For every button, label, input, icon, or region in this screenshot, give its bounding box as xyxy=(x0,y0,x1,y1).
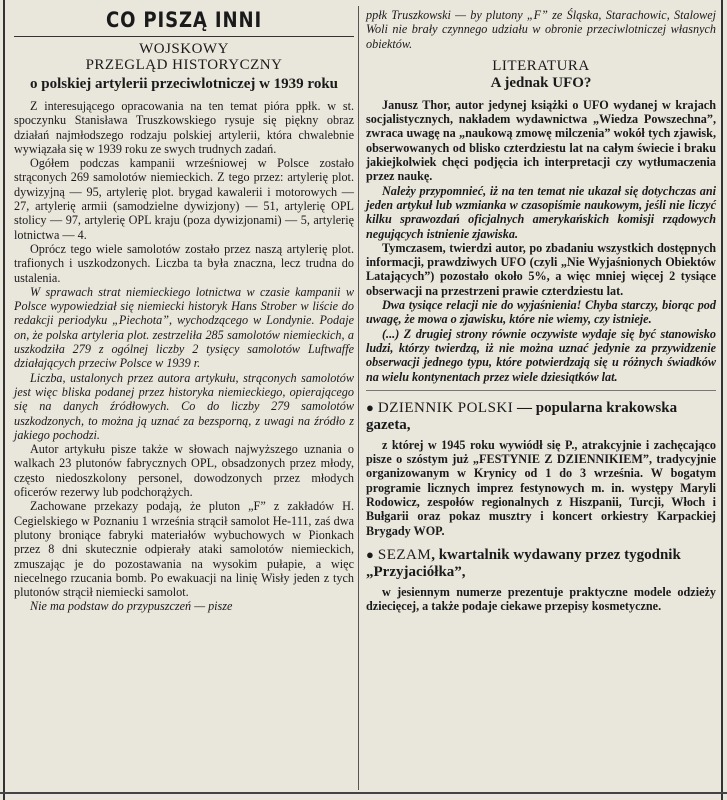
right-column xyxy=(366,0,716,800)
sezam-text: w jesiennym numerze prezentuje praktyczne modele odzieży dziecięcej, a także podaje ciekawe przepisy kosmetyczne. xyxy=(366,584,716,614)
sezam-heading xyxy=(366,546,716,581)
column-divider xyxy=(358,6,359,790)
continued-paragraph: ppłk Truszkowski — by plutony „F” ze Śląska, Starachowic, Stalowej Woli nie brały czynnego udziału w obronie przeciwlotniczej własnych obiektów. xyxy=(366,8,716,51)
paragraph-8: Nie ma podstaw do przypuszczeń — pisze xyxy=(30,599,233,614)
ufo-paragraph-2: Dwa tysiące relacji nie do wyjaśnienia! Chyba starczy, biorąc pod uwagę, że mowa o zjawisku, które nie wiemy, czy istnieje. xyxy=(366,298,716,327)
left-column xyxy=(14,0,354,800)
dziennik-name: DZIENNIK POLSKI xyxy=(377,399,514,416)
paragraph-2: Ogółem podczas kampanii wrześniowej w Polsce zostało strąconych 269 samolotów niemieckich. Z tego przez: artylerię plot. dywizyjną — 95, artylerię plot. brygad kawalerii i motorowych — 27, artylerię armii (samodzielne dywizjony) — 51, artylerię OPL stolicy — 97, artylerię OPL kraju (poza dywizjonami) — 5, artylerię lotnictwa — 4. xyxy=(14,156,354,242)
article-title: o polskiej artylerii przeciwlotniczej w 1939 roku xyxy=(30,76,338,92)
bullet-icon: ● xyxy=(366,399,374,415)
article-kicker-2: PRZEGLĄD HISTORYCZNY xyxy=(85,57,283,73)
ufo-paragraph-1b: Należy przypomnieć, iż na ten temat nie ukazał się dotychczas ani jeden artykuł lub wzmianka w czasopiśmie naukowym, jeśli nie liczyć kilku sprawozdań oficjalnych amerykańskich komisji rządowych negujących istnienie zjawiska. xyxy=(366,183,716,241)
paragraph-7: Zachowane przekazy podają, że pluton „F” z zakładów H. Cegielskiego w Poznaniu 1 września strącił samolot He-111, zaś dwa plutony broniące fabryki materiałów wybuchowych w Pionkach przez 8 dni skutecznie odpierały ataki samolotów niemieckich, zmuszając je do pozostawania na wysokim pułapie, a więc niecelnego rzucania bomb. Po ewakuacji na linię Wisły jeden z tych plutonów strącił niemiecki samolot. xyxy=(14,499,354,600)
literature-title: A jednak UFO? xyxy=(490,74,592,91)
heading-rule xyxy=(14,36,354,37)
paragraph-1: Z interesującego opracowania na ten temat pióra ppłk. w st. spoczynku Stanisława Truszkowskiego rysuje się piękny obraz działań najmłodszego rodzaju polskiej artylerii, która chwalebnie wywiązała się w 1939 roku ze swych trudnych zadań. xyxy=(14,99,354,156)
section-heading: CO PISZĄ INNI xyxy=(105,8,263,32)
bullet-icon: ● xyxy=(366,546,374,562)
dziennik-heading xyxy=(366,399,716,434)
paragraph-6: Autor artykułu pisze także w słowach najwyższego uznania o walkach 23 plutonów fabrycznych OPL, obsadzonych przez młody, często niedoszkolony personel, dowodzonych przez młodych oficerów rezerwy lub podchorążych. xyxy=(14,442,354,500)
left-border xyxy=(3,0,5,800)
dziennik-text: z której w 1945 roku wywiódł się P., atrakcyjnie i zachęcająco pisze o szóstym już „FESTYNIE Z DZIENNIKIEM”, tradycyjnie organizowanym w Krynicy od 1 do 3 września. W bogatym programie licznych imprez festynowych m. in. występy Maryli Rodowicz, zespołów regionalnych z Hiszpanii, Turcji, Włoch i Bułgarii oraz pokaz musztry i koncert orkiestry Karpackiej Brygady WOP. xyxy=(366,437,716,538)
literature-kicker: LITERATURA xyxy=(492,57,590,74)
sezam-desc: , kwartalnik wydawany przez tygodnik „Przyjaciółka”, xyxy=(366,546,681,580)
paragraph-5: Liczba, ustalonych przez autora artykułu, strąconych samolotów jest więc bliska podanej przez historyka niemieckiego, opierającego się na danych źródłowych. Co do liczby 279 samolotów uszkodzonych, to można ją uznać za bezsporną, z uwagi na źródło z jakiego pochodzi. xyxy=(14,370,354,442)
sezam-name: SEZAM xyxy=(377,546,432,563)
article-kicker-1: WOJSKOWY xyxy=(139,41,229,57)
ufo-paragraph-3: (...) Z drugiej strony równie oczywiste wydaje się być stanowisko ludzi, którzy twierdzą, iż nie można uznać jedynie za przywidzenie obserwacji jednego typu, które potwierdzają się u różnych świadków na wielu kontynentach przez wiele dziesiątków lat. xyxy=(366,326,716,384)
ufo-paragraph-1: Janusz Thor, autor jedynej książki o UFO wydanej w krajach socjalistycznych, nakładem wydawnictwa „Wiedza Powszechna”, zwraca uwagę na „naukową zmowę milczenia” wokół tych zjawisk, obserwowanych od blisko czterdziestu lat na całym świecie i braku jakiejkolwiek chęci podjęcia ich interpretacji czy wytłumaczenia przez naukę. xyxy=(366,97,716,184)
right-border xyxy=(721,0,723,800)
paragraph-3: Oprócz tego wiele samolotów zostało przez naszą artylerię plot. trafionych i uszkodzonych. Liczba ta była znaczna, lecz trudna do ustalenia. xyxy=(14,241,354,285)
divider xyxy=(366,390,716,391)
ufo-paragraph-1c: Tymczasem, twierdzi autor, po zbadaniu wszystkich dostępnych informacji, prawdziwych UFO (czyli „Nie Wyjaśnionych Obiektów Latających”) pozostało około 5%, a więc mniej więcej 2 tysiące obserwacji na przestrzeni prawie czterdziestu lat. xyxy=(366,240,716,298)
dziennik-desc: — popularna krakowska gazeta, xyxy=(366,399,678,433)
paragraph-4: W sprawach strat niemieckiego lotnictwa w czasie kampanii w Polsce wypowiedział się niemiecki historyk Hans Strober w liście do redakcji periodyku „Piechota”, wychodzącego w Londynie. Podaje on, że polska artyleria plot. zestrzeliła 285 samolotów niemieckich, a uszkodziła 279 z ogólnej liczby 2 tysięcy samolotów Luftwaffe działających przeciw Polsce w 1939 r. xyxy=(14,284,354,371)
